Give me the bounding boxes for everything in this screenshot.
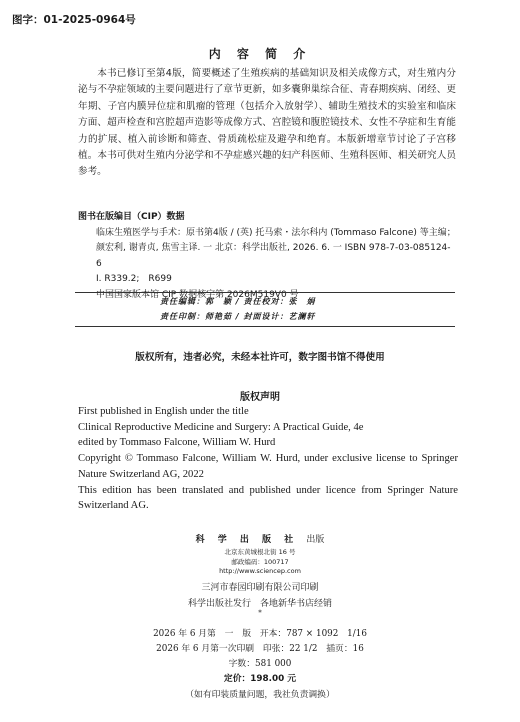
divider xyxy=(75,326,455,327)
publisher-suffix: 出版 xyxy=(306,535,325,545)
cip-line-classification: Ⅰ. R339.2; R699 xyxy=(96,274,172,284)
quality-notice: （如有印装质量问题，我社负责调换） xyxy=(185,690,335,700)
publisher-logo xyxy=(0,532,520,545)
copyright-line: edited by Tommaso Falcone, William W. Hurd xyxy=(78,437,276,449)
publisher-address: 北京东黄城根北街 16 号 xyxy=(224,548,296,556)
cip-block xyxy=(78,210,456,303)
printing-line: 2026 年 6 月第一次印刷 印张：22 1/2 插页：16 xyxy=(156,644,364,654)
publisher-website: http://www.sciencep.com xyxy=(219,567,301,575)
printer-line: 三河市春园印刷有限公司印刷 xyxy=(201,583,319,593)
publisher-postcode: 邮政编码：100717 xyxy=(231,558,289,566)
copyright-line: Clinical Reproductive Medicine and Surgery: A Practical Guide, 4e xyxy=(78,421,364,433)
cip-heading: 图书在版编目（CIP）数据 xyxy=(78,212,185,222)
summary-title: 内 容 简 介 xyxy=(208,47,312,61)
wordcount-line: 字数：581 000 xyxy=(228,659,292,669)
copyright-title: 版权声明 xyxy=(240,392,280,403)
rights-notice: 版权所有，违者必究，未经本社许可，数字图书馆不得使用 xyxy=(135,352,385,363)
copyright-block xyxy=(78,404,458,514)
edition-line: 2026 年 6 月第 一 版 开本：787 × 1092 1/16 xyxy=(153,629,367,639)
registration-number: 图字：01-2025-0964号 xyxy=(12,14,136,26)
copyright-line: First published in English under the title xyxy=(78,406,249,417)
summary-body: 本书已修订至第4版，简要概述了生殖疾病的基础知识及相关成像方式，对生殖内分泌与不孕症领域的主要问题进行了章节更新，如多囊卵巢综合征、青春期疾病、闭经、更年期、子宫内膜异位症和肌瘤的管理（包括介入放射学）、辅助生殖技术的实验室和临床方面、超声检查和宫腔超声造影等成像方式、宫腔镜和腹腔镜技术、女性不孕症和生育能力的扩展、植入前诊断和筛查、骨质疏松症及避孕和绝育。本版新增章节讨论了子宫移植。本书可供对生殖内分泌学和不孕症感兴趣的妇产科医师、生殖科医师、相关研究人员参考。 xyxy=(78,68,456,178)
publisher-name: 科 学 出 版 社 xyxy=(195,535,299,545)
cip-line-number: 中国国家版本馆 CIP 数据核字第 2026M519V0 号 xyxy=(96,289,299,300)
cip-line-title: 临床生殖医学与手术：原书第4版 / (英) 托马索・法尔科内 (Tommaso Falcone) 等主编；颜宏利, 谢青贞, 焦雪主译. 一 北京：科学出版社, 2026. 6. 一 ISBN 978-7-03-085124-6 xyxy=(96,227,456,269)
copyright-line: This edition has been translated and published under licence from Springer Nature Switzerland AG. xyxy=(78,484,458,512)
divider xyxy=(75,292,455,293)
star-separator: * xyxy=(258,609,262,617)
distribution-line: 科学出版社发行 各地新华书店经销 xyxy=(187,599,332,609)
staff-line-production: 责任印制：师艳茹 / 封面设计：艺澜轩 xyxy=(160,312,316,321)
staff-line-editors: 责任编辑：郭 颖 / 责任校对：张 娟 xyxy=(160,297,316,306)
copyright-line: Copyright © Tommaso Falcone, William W. Hurd, under exclusive license to Springer Nature Switzerland AG, 2022 xyxy=(78,453,458,480)
price-line: 定价：198.00 元 xyxy=(223,674,297,684)
